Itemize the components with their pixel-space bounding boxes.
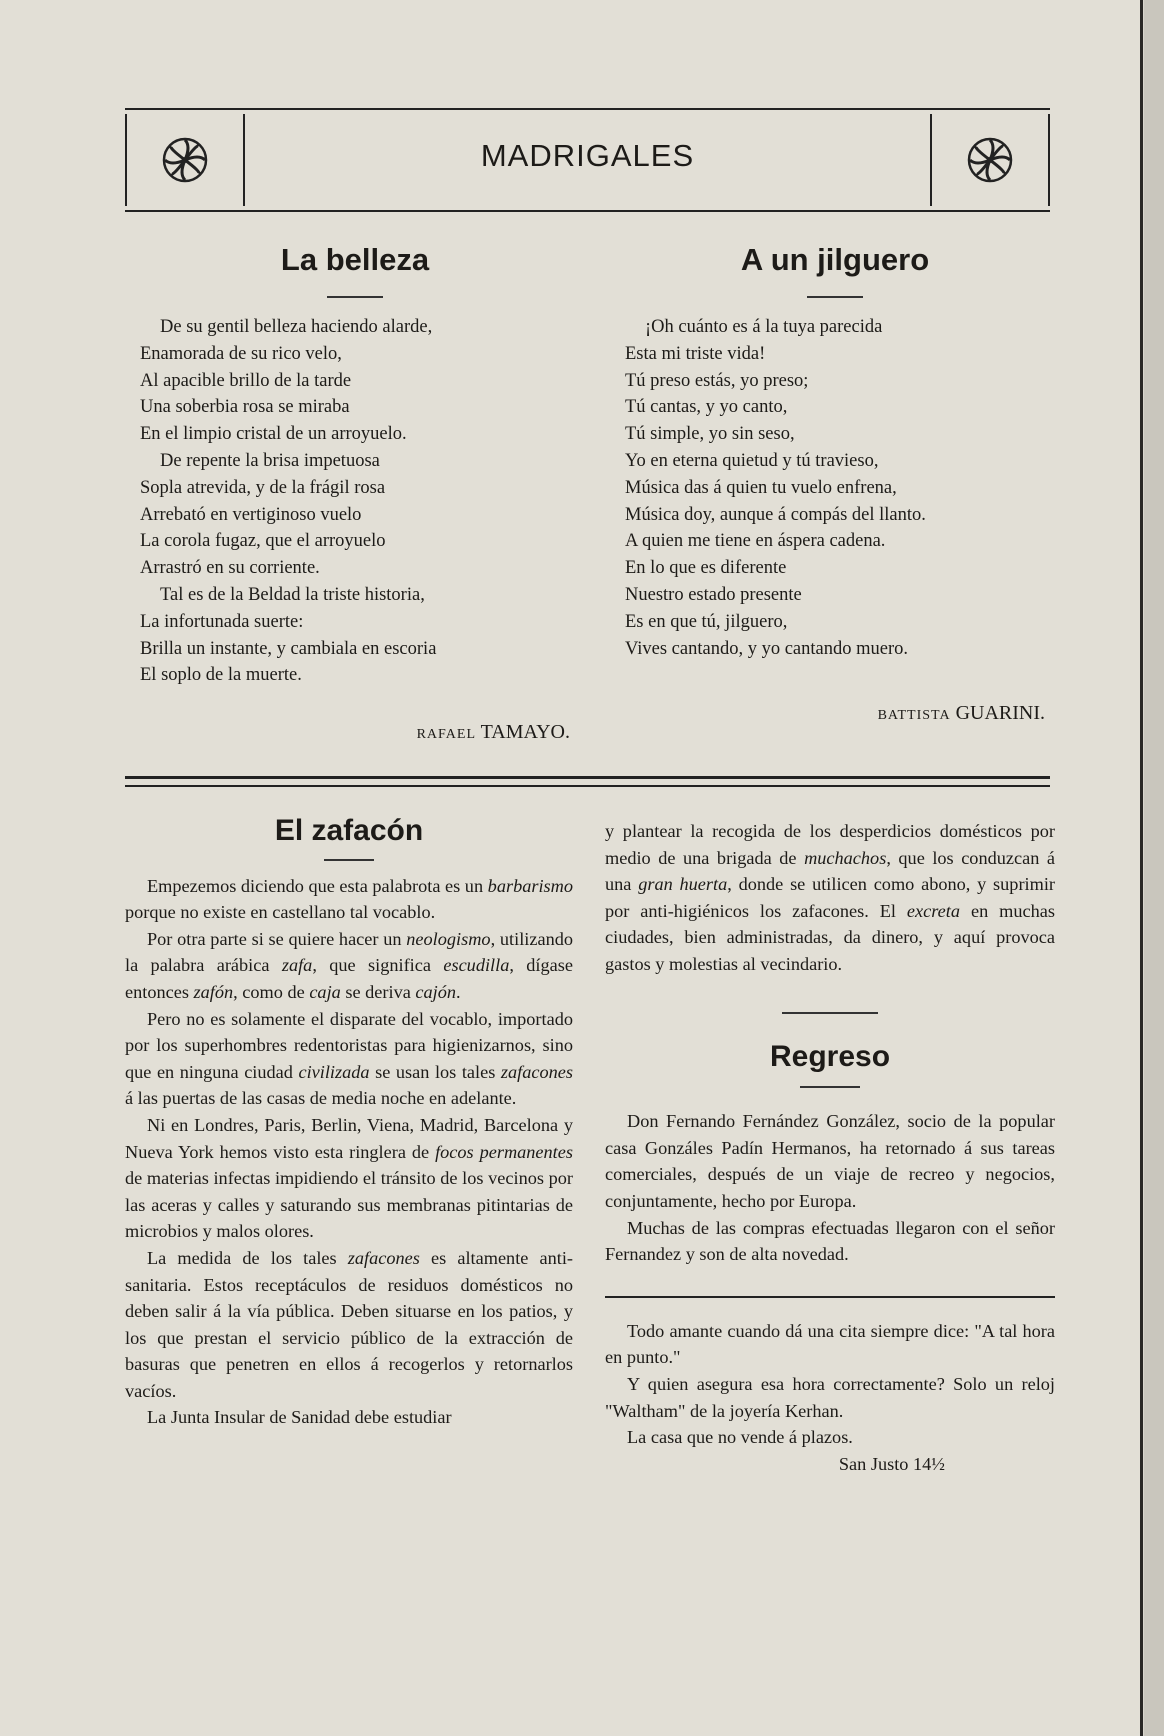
verse-line: Tú preso estás, yo preso;	[625, 370, 809, 391]
rosette-ornament-icon	[966, 136, 1014, 184]
verse-line: Yo en eterna quietud y tú travieso,	[625, 450, 879, 471]
header-title: MADRIGALES	[480, 138, 695, 173]
verse-line: Tú cantas, y yo canto,	[625, 397, 788, 418]
verse-line: Esta mi triste vida!	[625, 343, 766, 364]
verse-line: ¡Oh cuánto es á la tuya parecida	[645, 317, 883, 337]
verse-line: Brilla un instante, y cambiala en escoria	[140, 638, 437, 659]
poem-verses	[140, 314, 570, 689]
poem-verses	[625, 314, 1045, 662]
verse-line: De su gentil belleza haciendo alarde,	[160, 317, 433, 337]
verse-line: Es en que tú, jilguero,	[625, 611, 788, 632]
verse-line: Tú simple, yo sin seso,	[625, 424, 795, 445]
verse-line: La corola fugaz, que el arroyuelo	[140, 531, 386, 552]
title-rule	[807, 296, 863, 298]
separator-rule	[782, 1012, 878, 1014]
title-rule	[327, 296, 383, 298]
verse-line: A quien me tiene en áspera cadena.	[625, 531, 886, 552]
verse-line: De repente la brisa impetuosa	[160, 450, 380, 471]
paragraph: Pero no es solamente el disparate del vocablo, importado por los superhombres redentoristas para higienizarnos, sino que en ninguna ciudad civilizada se usan los tales zafacones á las puertas de las casas de media noche en adelante.	[125, 1008, 573, 1109]
paragraph: Empezemos diciendo que esta palabrota es un barbarismo porque no existe en castellano tal vocablo.	[125, 875, 573, 923]
ad-paragraph: Y quien asegura esa hora correctamente? Solo un reloj "Waltham" de la joyería Kerhan.	[605, 1373, 1055, 1421]
author-first-name: RAFAEL	[416, 727, 477, 743]
author-last-name: GUARINI.	[955, 702, 1045, 725]
verse-line: Arrastró en su corriente.	[140, 558, 320, 579]
author-first-name: BATTISTA	[877, 708, 951, 724]
ad-paragraph: La casa que no vende á plazos.	[627, 1427, 853, 1448]
poem-author	[625, 702, 1045, 725]
verse-line: Vives cantando, y yo cantando muero.	[625, 638, 908, 659]
paragraph: Por otra parte si se quiere hacer un neologismo, utilizando la palabra arábica zafa, que significa escudilla, dígase entonces zafón, como de caja se deriva cajón.	[125, 928, 574, 1002]
poem-author	[140, 721, 570, 744]
ad-paragraph: Todo amante cuando dá una cita siempre dice: "A tal hora en punto."	[605, 1320, 1055, 1368]
verse-line: En lo que es diferente	[625, 558, 787, 579]
verse-line: La infortunada suerte:	[140, 611, 304, 632]
verse-line: Sopla atrevida, y de la frágil rosa	[140, 477, 386, 498]
rosette-ornament-icon	[161, 136, 209, 184]
verse-line: El soplo de la muerte.	[140, 665, 302, 686]
paragraph: La Junta Insular de Sanidad debe estudiar	[147, 1407, 452, 1428]
title-rule	[324, 859, 374, 861]
section-divider	[125, 776, 1050, 787]
separator-rule	[605, 1296, 1055, 1298]
paragraph: Ni en Londres, Paris, Berlin, Viena, Madrid, Barcelona y Nueva York hemos visto esta ringlera de focos permanentes de materias infectas impidiendo el tránsito de los vecinos por las aceras y calles y saturando sus membranas pitintarias de microbios y malos olores.	[125, 1114, 573, 1242]
verse-line: Una soberbia rosa se miraba	[140, 397, 350, 418]
verse-line: Música das á quien tu vuelo enfrena,	[625, 477, 897, 498]
paragraph: Muchas de las compras efectuadas llegaron con el señor Fernandez y son de alta novedad.	[605, 1217, 1055, 1265]
verse-line: Al apacible brillo de la tarde	[140, 370, 352, 391]
header-right-box	[930, 114, 1050, 206]
poem-a-un-jilguero	[625, 242, 1045, 725]
header-bottom-rule	[125, 210, 1050, 212]
verse-line: Nuestro estado presente	[625, 584, 802, 605]
poem-title: A un jilguero	[740, 242, 930, 277]
header-banner	[125, 108, 1050, 212]
page-edge	[1144, 0, 1164, 1736]
article-title: El zafacón	[274, 814, 424, 847]
verse-line: En el limpio cristal de un arroyuelo.	[140, 424, 407, 445]
paragraph: Don Fernando Fernández González, socio de la popular casa Gonzáles Padín Hermanos, ha retornado á sus tareas comerciales, después de un viaje de recreo y negocios, conjuntamente, hecho por Europa.	[605, 1111, 1055, 1211]
header-left-box	[125, 114, 245, 206]
paragraph-continued: y plantear la recogida de los desperdicios domésticos por medio de una brigada de muchachos, que los conduzcan á una gran huerta, donde se utilicen como abono, y suprimir por anti-higiénicos los zafacones. El excreta en muchas ciudades, bien administradas, da dinero, y aquí provoca gastos y molestias al vecindario.	[605, 821, 1056, 974]
verse-line: Enamorada de su rico velo,	[140, 343, 342, 364]
poem-la-belleza	[140, 242, 570, 744]
article-zafacon	[125, 814, 574, 1431]
paragraph: La medida de los tales zafacones es altamente anti-sanitaria. Estos receptáculos de residuos domésticos no deben salir á la vía pública. Deben situarse en los patios, y los que prestan el servicio público de la extracción de basuras que penetren en ellos á recogerlos y retornarlos vacíos.	[125, 1247, 574, 1401]
ad-address: San Justo 14½	[838, 1453, 945, 1474]
right-column	[605, 818, 1055, 1477]
article-title-regreso: Regreso	[769, 1039, 891, 1073]
verse-line: Arrebató en vertiginoso vuelo	[140, 504, 362, 525]
header-top-rule	[125, 108, 1050, 110]
poem-title: La belleza	[280, 242, 430, 277]
title-rule	[800, 1086, 860, 1088]
verse-line: Tal es de la Beldad la triste historia,	[160, 584, 425, 605]
verse-line: Música doy, aunque á compás del llanto.	[625, 504, 926, 525]
author-last-name: TAMAYO.	[480, 721, 570, 744]
